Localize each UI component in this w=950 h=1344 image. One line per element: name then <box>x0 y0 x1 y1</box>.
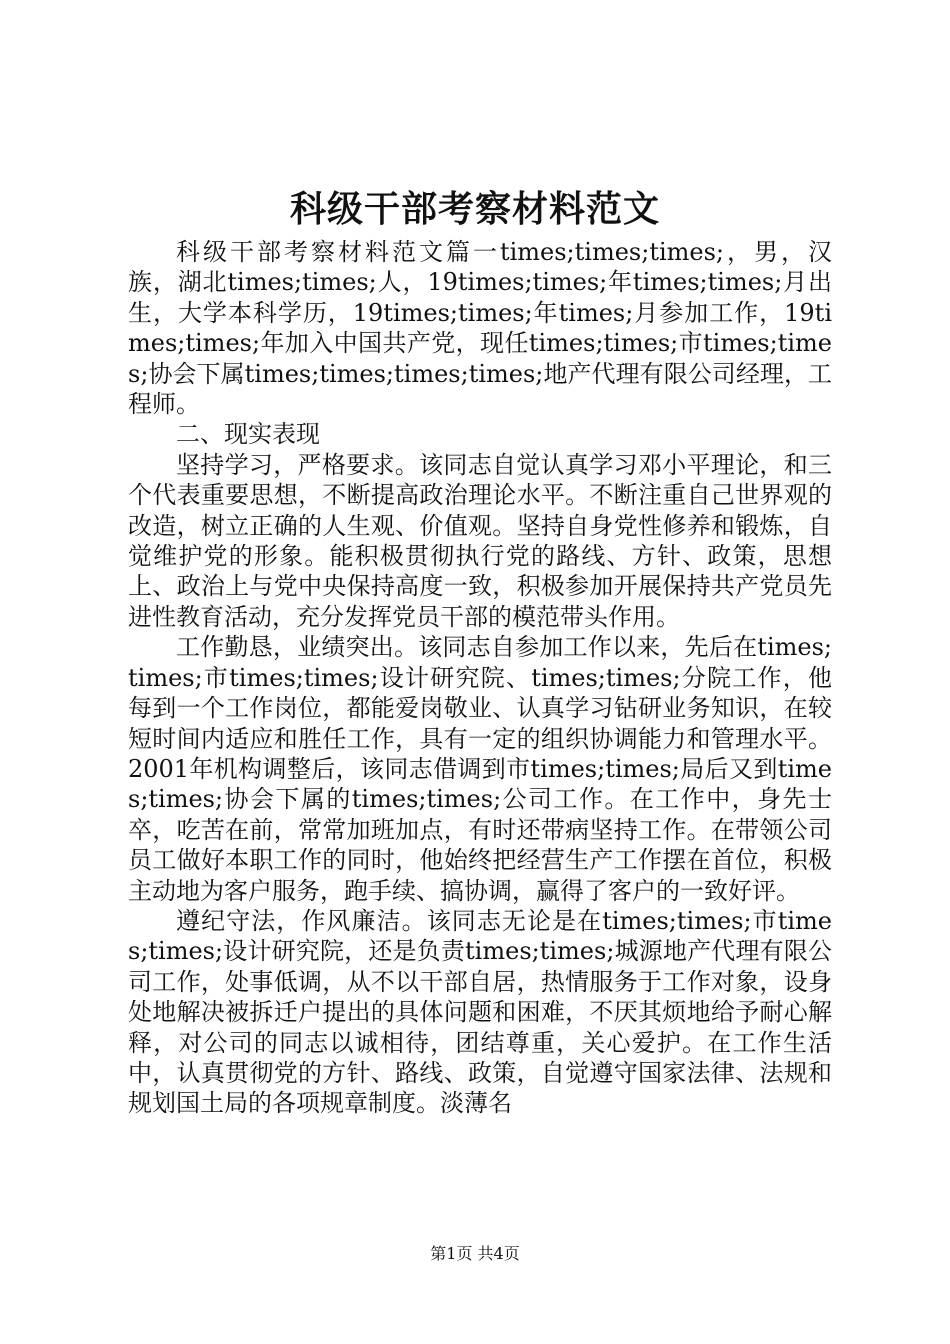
document-body <box>128 237 832 1119</box>
paragraph-intro: 科级干部考察材料范文篇一times;times;times;，男，汉族，湖北times;times;人，19times;times;年times;times;月出生，大学本科学历，19times;times;年times;月参加工作，19times;times;年加入中国共产党，现任times;times;市times;times;协会下属times;times;times;times;地产代理有限公司经理，工程师。 <box>128 238 832 419</box>
paragraph-work: 工作勤恳，业绩突出。该同志自参加工作以来，先后在times;times;市times;times;设计研究院、times;times;分院工作，他每到一个工作岗位，都能爱岗敬业、认真学习钻研业务知识，在较短时间内适应和胜任工作，具有一定的组织协调能力和管理水平。2001年机构调整后，该同志借调到市times;times;局后又到times;times;协会下属的times;times;公司工作。在工作中，身先士卒，吃苦在前，常常加班加点，有时还带病坚持工作。在带领公司员工做好本职工作的同时，他始终把经营生产工作摆在首位，积极主动地为客户服务，跑手续、搞协调，赢得了客户的一致好评。 <box>128 633 832 905</box>
section-heading: 二、现实表现 <box>176 420 320 449</box>
paragraph-study: 坚持学习，严格要求。该同志自觉认真学习邓小平理论，和三个代表重要思想，不断提高政治理论水平。不断注重自己世界观的改造，树立正确的人生观、价值观。坚持自身党性修养和锻炼，自觉维护党的形象。能积极贯彻执行党的路线、方针、政策，思想上、政治上与党中央保持高度一致，积极参加开展保持共产党员先进性教育活动，充分发挥党员干部的模范带头作用。 <box>128 450 832 631</box>
page-footer: 第1页 共4页 <box>430 1244 520 1263</box>
paragraph-discipline: 遵纪守法，作风廉洁。该同志无论是在times;times;市times;times;设计研究院，还是负责times;times;城源地产代理有限公司工作，处事低调，从不以干部自居，热情服务于工作对象，设身处地解决被拆迁户提出的具体问题和困难，不厌其烦地给予耐心解释，对公司的同志以诚相待，团结尊重，关心爱护。在工作生活中，认真贯彻党的方针、路线、政策，自觉遵守国家法律、法规和规划国土局的各项规章制度。淡薄名 <box>128 906 832 1118</box>
document-title: 科级干部考察材料范文 <box>289 188 660 230</box>
